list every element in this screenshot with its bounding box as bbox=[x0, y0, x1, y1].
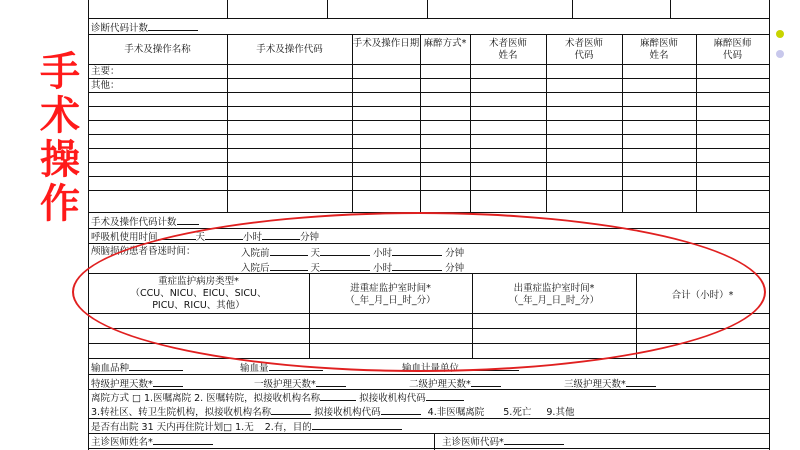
community-institution-name-blank[interactable] bbox=[271, 405, 311, 415]
col-header-surgeon-code: 术者医师代码 bbox=[564, 38, 603, 61]
rule bbox=[88, 328, 770, 329]
title-char-1: 手 bbox=[40, 49, 80, 95]
title-char-2: 术 bbox=[40, 93, 80, 139]
unit-day: 天 bbox=[195, 232, 206, 243]
icu-header-out-time: 出重症监护室时间* （_年_月_日_时_分） bbox=[508, 283, 600, 306]
rule bbox=[636, 273, 637, 358]
rule bbox=[88, 190, 770, 191]
rule bbox=[622, 34, 623, 212]
rule bbox=[88, 358, 770, 359]
transfusion-type-field bbox=[91, 361, 183, 375]
attending-name-label: 主诊医师姓名* bbox=[91, 437, 153, 448]
ventilator-minutes-blank[interactable] bbox=[262, 230, 300, 240]
rule bbox=[696, 34, 697, 212]
unit-minute: 分钟 bbox=[300, 232, 320, 243]
slide-dot[interactable] bbox=[776, 50, 784, 58]
surg-count-blank[interactable] bbox=[177, 215, 199, 225]
community-institution-code-blank[interactable] bbox=[381, 405, 421, 415]
transfusion-amount-blank[interactable] bbox=[269, 361, 323, 371]
surg-count-field bbox=[91, 215, 199, 229]
rule bbox=[88, 433, 770, 434]
rule bbox=[88, 34, 770, 35]
surg-count-label: 手术及操作代码计数 bbox=[91, 217, 177, 228]
community-institution-code-label: 拟接收机构代码 bbox=[314, 407, 381, 418]
transfusion-unit-blank[interactable] bbox=[459, 361, 519, 371]
rule bbox=[327, 0, 328, 18]
coma-after-hours-blank[interactable] bbox=[320, 261, 370, 271]
ventilator-field bbox=[91, 230, 319, 244]
receiving-institution-code-blank[interactable] bbox=[426, 391, 464, 401]
rule bbox=[420, 34, 421, 212]
row-label-other: 其他： bbox=[91, 80, 120, 91]
form-border-left bbox=[88, 0, 89, 450]
diag-count-field bbox=[91, 21, 198, 35]
nursing-first-label: 一级护理天数* bbox=[254, 379, 316, 390]
discharge-method-label: 离院方式 □ 1.医嘱离院 2. 医嘱转院，拟接收机构名称 bbox=[91, 393, 321, 404]
col-header-anesthesia-method: 麻醉方式* bbox=[423, 38, 467, 49]
nursing-third-blank[interactable] bbox=[626, 377, 656, 387]
coma-before-days-blank[interactable] bbox=[270, 246, 308, 256]
death-label: 5.死亡 bbox=[503, 407, 532, 418]
nursing-second-label: 二级护理天数* bbox=[409, 379, 471, 390]
rule bbox=[427, 0, 428, 18]
ventilator-label: 呼吸机使用时间 bbox=[91, 232, 158, 243]
unit-minute: 分钟 bbox=[445, 248, 465, 259]
col-header-surgery-name: 手术及操作名称 bbox=[124, 44, 191, 55]
ventilator-days-blank[interactable] bbox=[158, 230, 196, 240]
rule bbox=[88, 148, 770, 149]
rule bbox=[88, 106, 770, 107]
coma-before-hours-blank[interactable] bbox=[320, 246, 370, 256]
transfusion-unit-label: 输血计量单位 bbox=[402, 363, 460, 374]
rule bbox=[352, 34, 353, 212]
slide-dot-active[interactable] bbox=[776, 30, 784, 38]
rule bbox=[670, 0, 671, 18]
rule bbox=[88, 374, 770, 375]
unit-hour: 小时 bbox=[373, 263, 393, 274]
rule bbox=[309, 273, 310, 358]
transfusion-amount-label: 输血量 bbox=[240, 363, 269, 374]
nursing-special-blank[interactable] bbox=[153, 377, 183, 387]
rule bbox=[88, 92, 770, 93]
rule bbox=[88, 343, 770, 344]
coma-before-minutes-blank[interactable] bbox=[392, 246, 442, 256]
community-transfer-label: 3.转社区、转卫生院机构，拟接收机构名称 bbox=[91, 407, 272, 418]
title-char-3: 操 bbox=[40, 137, 80, 183]
icu-header-total-hours: 合计（小时）* bbox=[671, 290, 734, 301]
rule bbox=[227, 0, 228, 18]
rule bbox=[470, 34, 471, 212]
nursing-third-label: 三级护理天数* bbox=[564, 379, 626, 390]
rule bbox=[88, 134, 770, 135]
readmission-purpose-blank[interactable] bbox=[312, 420, 402, 430]
unit-hour: 小时 bbox=[373, 248, 393, 259]
diag-count-blank[interactable] bbox=[148, 21, 198, 31]
attending-code-field bbox=[442, 435, 564, 449]
col-header-surgery-code: 手术及操作代码 bbox=[256, 44, 323, 55]
rule bbox=[572, 0, 573, 18]
rule bbox=[88, 313, 770, 314]
coma-before-row bbox=[241, 246, 464, 260]
rule bbox=[88, 212, 770, 213]
unit-day: 天 bbox=[310, 263, 321, 274]
attending-code-label: 主诊医师代码* bbox=[442, 437, 504, 448]
nursing-second-blank[interactable] bbox=[471, 377, 501, 387]
nursing-special-label: 特级护理天数* bbox=[91, 379, 153, 390]
attending-name-field bbox=[91, 435, 213, 449]
col-header-surgery-date: 手术及操作日期 bbox=[352, 38, 420, 49]
rule bbox=[546, 34, 547, 212]
rule bbox=[88, 176, 770, 177]
other-label: 9.其他 bbox=[546, 407, 575, 418]
rule bbox=[88, 273, 770, 274]
rule bbox=[88, 78, 770, 79]
readmission-label: 是否有出院 31 天内再住院计划□ 1.无 bbox=[91, 422, 254, 433]
unit-hour: 小时 bbox=[243, 232, 263, 243]
medical-record-form bbox=[88, 0, 770, 450]
diag-count-label: 诊断代码计数 bbox=[91, 23, 149, 34]
rule bbox=[88, 389, 770, 390]
row-label-primary: 主要： bbox=[91, 66, 120, 77]
attending-name-blank[interactable] bbox=[153, 435, 213, 445]
icu-header-type: 重症监护病房类型* （CCU、NICU、EICU、SICU、 PICU、RICU、其他） bbox=[130, 276, 267, 311]
rule bbox=[88, 448, 770, 449]
unit-day: 天 bbox=[310, 248, 321, 259]
attending-code-blank[interactable] bbox=[504, 435, 564, 445]
col-header-anesthetist-name: 麻醉医师姓名 bbox=[639, 38, 678, 61]
coma-before-label: 入院前 bbox=[241, 248, 270, 259]
receiving-institution-code-label: 拟接收机构代码 bbox=[359, 393, 426, 404]
transfusion-type-label: 输血品种 bbox=[91, 363, 130, 374]
rule bbox=[88, 243, 770, 244]
transfusion-amount-field bbox=[240, 361, 323, 375]
slide-nav bbox=[776, 30, 784, 70]
rule bbox=[88, 162, 770, 163]
rule bbox=[88, 120, 770, 121]
ventilator-hours-blank[interactable] bbox=[205, 230, 243, 240]
icu-header-in-time: 进重症监护室时间* （_年_月_日_时_分） bbox=[345, 283, 436, 306]
discharge-line-2 bbox=[91, 405, 574, 419]
transfusion-type-blank[interactable] bbox=[129, 361, 183, 371]
unit-minute: 分钟 bbox=[445, 263, 465, 274]
readmission-yes-label: 2.有，目的 bbox=[264, 422, 312, 433]
rule bbox=[88, 418, 770, 419]
section-title-surgery bbox=[38, 50, 82, 226]
coma-after-label: 入院后 bbox=[241, 263, 270, 274]
title-char-4: 作 bbox=[40, 181, 80, 227]
nursing-first-blank[interactable] bbox=[316, 377, 346, 387]
rule bbox=[227, 34, 228, 212]
coma-after-days-blank[interactable] bbox=[270, 261, 308, 271]
rule bbox=[88, 18, 770, 19]
coma-label: 颅脑损伤患者昏迷时间： bbox=[91, 246, 196, 257]
non-medical-discharge-label: 4.非医嘱离院 bbox=[427, 407, 485, 418]
transfusion-unit-field bbox=[402, 361, 519, 375]
receiving-institution-name-blank[interactable] bbox=[320, 391, 356, 401]
rule bbox=[472, 273, 473, 358]
form-border-right bbox=[769, 0, 770, 450]
rule bbox=[88, 228, 770, 229]
readmission-field bbox=[91, 420, 402, 434]
col-header-surgeon-name: 术者医师姓名 bbox=[488, 38, 527, 61]
discharge-line-1 bbox=[91, 391, 464, 405]
rule bbox=[88, 64, 770, 65]
coma-after-minutes-blank[interactable] bbox=[392, 261, 442, 271]
col-header-anesthetist-code: 麻醉医师代码 bbox=[713, 38, 752, 61]
